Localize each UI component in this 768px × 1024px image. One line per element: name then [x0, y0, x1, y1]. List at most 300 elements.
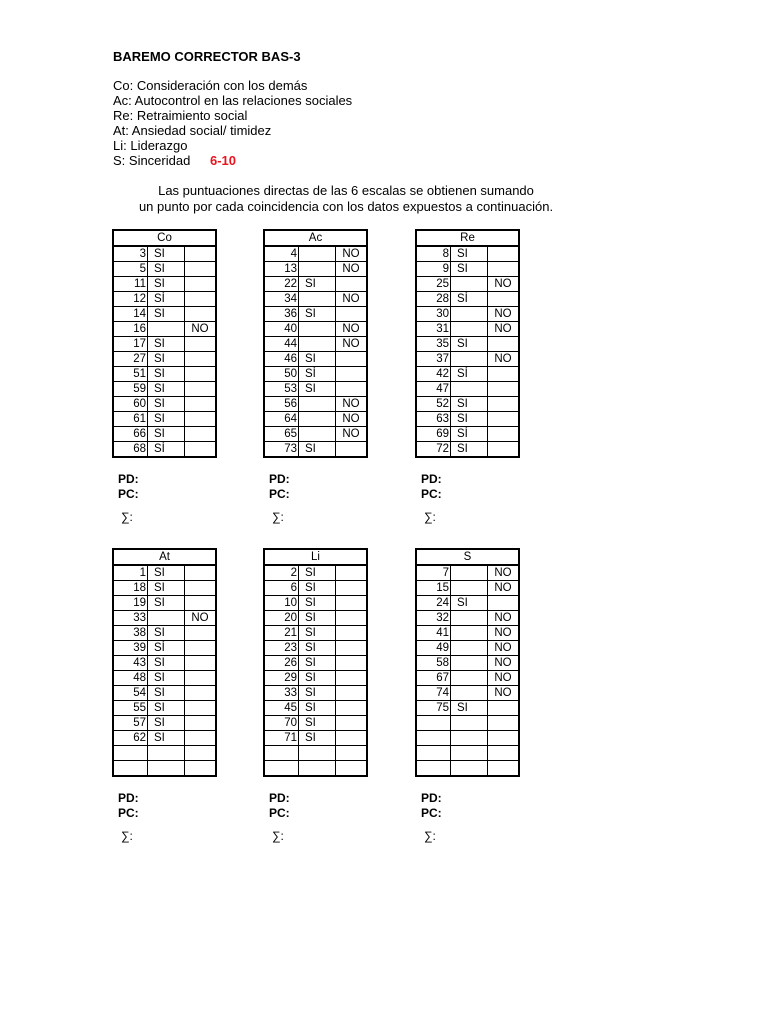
item-number: 12 — [113, 292, 148, 307]
table-row — [113, 322, 216, 337]
yes-cell — [148, 746, 185, 761]
table-row — [113, 686, 216, 701]
table-row — [113, 701, 216, 716]
score-fields-ac — [269, 472, 290, 502]
pc-label: PC: — [118, 487, 139, 501]
item-number: 30 — [416, 307, 451, 322]
pd-label: PD: — [118, 472, 139, 486]
table-row — [113, 397, 216, 412]
no-cell — [185, 292, 217, 307]
item-number — [416, 761, 451, 777]
yes-cell — [299, 262, 336, 277]
no-cell — [488, 716, 520, 731]
score-fields-li — [269, 791, 290, 821]
yes-cell: SI — [148, 277, 185, 292]
item-number — [113, 761, 148, 777]
item-number: 59 — [113, 382, 148, 397]
yes-cell: SÍ — [148, 292, 185, 307]
yes-cell: SI — [148, 656, 185, 671]
no-cell — [336, 731, 368, 746]
yes-cell: SI — [148, 367, 185, 382]
yes-cell: SÍ — [451, 367, 488, 382]
yes-cell — [299, 412, 336, 427]
item-number: 11 — [113, 277, 148, 292]
legend-li: Li: Liderazgo — [113, 138, 188, 153]
yes-cell: SI — [148, 596, 185, 611]
table-row — [264, 427, 367, 442]
no-cell — [488, 246, 520, 262]
no-cell — [336, 686, 368, 701]
table-row — [113, 262, 216, 277]
table-row — [113, 656, 216, 671]
yes-cell: SI — [148, 581, 185, 596]
no-cell — [185, 701, 217, 716]
table-row — [416, 397, 519, 412]
no-cell — [185, 277, 217, 292]
no-cell — [488, 412, 520, 427]
yes-cell: SI — [299, 716, 336, 731]
no-cell: NO — [488, 581, 520, 596]
item-number: 49 — [416, 641, 451, 656]
yes-cell: SI — [451, 412, 488, 427]
yes-cell: SÍ — [148, 641, 185, 656]
yes-cell: SI — [148, 565, 185, 581]
scale-header: At — [113, 549, 216, 565]
sum-label: ∑: — [121, 829, 133, 843]
scale-table-re — [415, 229, 520, 458]
yes-cell — [451, 686, 488, 701]
pc-label: PC: — [421, 487, 442, 501]
no-cell: NO — [336, 397, 368, 412]
no-cell — [185, 307, 217, 322]
item-number: 68 — [113, 442, 148, 458]
no-cell: NO — [336, 292, 368, 307]
no-cell — [336, 761, 368, 777]
no-cell — [488, 397, 520, 412]
no-cell — [488, 337, 520, 352]
item-number: 24 — [416, 596, 451, 611]
yes-cell: SÍ — [451, 292, 488, 307]
table-row — [416, 246, 519, 262]
yes-cell — [299, 397, 336, 412]
item-number: 66 — [113, 427, 148, 442]
no-cell — [488, 701, 520, 716]
no-cell — [336, 352, 368, 367]
table-row — [264, 292, 367, 307]
item-number: 46 — [264, 352, 299, 367]
item-number: 3 — [113, 246, 148, 262]
no-cell — [336, 671, 368, 686]
yes-cell: SI — [148, 671, 185, 686]
yes-cell: SI — [148, 352, 185, 367]
table-row — [416, 596, 519, 611]
item-number: 25 — [416, 277, 451, 292]
intro-line-2: un punto por cada coincidencia con los datos expuestos a continuación. — [138, 199, 554, 214]
item-number: 5 — [113, 262, 148, 277]
sum-label: ∑: — [272, 510, 284, 524]
pc-label: PC: — [269, 806, 290, 820]
yes-cell — [451, 746, 488, 761]
no-cell — [488, 746, 520, 761]
item-number: 17 — [113, 337, 148, 352]
table-row — [113, 671, 216, 686]
no-cell — [336, 382, 368, 397]
yes-cell — [451, 382, 488, 397]
no-cell — [336, 277, 368, 292]
table-row — [264, 761, 367, 777]
no-cell — [488, 761, 520, 777]
table-row — [416, 746, 519, 761]
item-number: 74 — [416, 686, 451, 701]
item-number: 32 — [416, 611, 451, 626]
table-row — [416, 626, 519, 641]
yes-cell: SÍ — [148, 442, 185, 458]
item-number: 16 — [113, 322, 148, 337]
table-row — [416, 731, 519, 746]
legend-re: Re: Retraimiento social — [113, 108, 248, 123]
yes-cell: SI — [299, 442, 336, 458]
no-cell — [488, 427, 520, 442]
no-cell — [336, 746, 368, 761]
table-row — [113, 641, 216, 656]
yes-cell: SI — [299, 352, 336, 367]
yes-cell: SI — [299, 656, 336, 671]
yes-cell — [299, 427, 336, 442]
yes-cell: SI — [148, 626, 185, 641]
no-cell: NO — [488, 611, 520, 626]
table-row — [416, 307, 519, 322]
item-number: 1 — [113, 565, 148, 581]
yes-cell: SI — [299, 641, 336, 656]
score-fields-s — [421, 791, 442, 821]
scale-table-ac — [263, 229, 368, 458]
table-row — [113, 626, 216, 641]
yes-cell: SI — [148, 397, 185, 412]
no-cell — [336, 307, 368, 322]
no-cell — [185, 641, 217, 656]
no-cell — [488, 442, 520, 458]
no-cell: NO — [488, 671, 520, 686]
item-number: 51 — [113, 367, 148, 382]
table-row — [264, 701, 367, 716]
yes-cell: SI — [299, 581, 336, 596]
yes-cell: SI — [148, 307, 185, 322]
no-cell: NO — [185, 611, 217, 626]
pd-label: PD: — [118, 791, 139, 805]
item-number: 21 — [264, 626, 299, 641]
item-number: 27 — [113, 352, 148, 367]
table-row — [264, 731, 367, 746]
item-number: 52 — [416, 397, 451, 412]
intro-text — [113, 183, 579, 215]
table-row — [113, 565, 216, 581]
no-cell — [336, 581, 368, 596]
yes-cell: SI — [299, 671, 336, 686]
item-number: 69 — [416, 427, 451, 442]
no-cell: NO — [488, 565, 520, 581]
item-number: 72 — [416, 442, 451, 458]
scale-header: Re — [416, 230, 519, 246]
no-cell — [185, 412, 217, 427]
no-cell — [336, 656, 368, 671]
pd-label: PD: — [269, 791, 290, 805]
yes-cell — [451, 565, 488, 581]
no-cell — [185, 626, 217, 641]
yes-cell: SI — [148, 716, 185, 731]
no-cell: NO — [488, 352, 520, 367]
scale-table-co — [112, 229, 217, 458]
yes-cell: SI — [451, 596, 488, 611]
table-row — [416, 761, 519, 777]
item-number: 70 — [264, 716, 299, 731]
item-number: 54 — [113, 686, 148, 701]
yes-cell: SI — [148, 262, 185, 277]
table-row — [264, 367, 367, 382]
table-row — [264, 277, 367, 292]
no-cell: NO — [488, 641, 520, 656]
yes-cell — [451, 322, 488, 337]
yes-cell — [148, 322, 185, 337]
table-row — [113, 611, 216, 626]
no-cell — [336, 565, 368, 581]
no-cell: NO — [336, 412, 368, 427]
yes-cell — [451, 761, 488, 777]
no-cell — [185, 246, 217, 262]
table-row — [416, 701, 519, 716]
item-number: 33 — [113, 611, 148, 626]
yes-cell — [148, 611, 185, 626]
item-number: 19 — [113, 596, 148, 611]
table-row — [416, 367, 519, 382]
table-row — [264, 641, 367, 656]
pd-label: PD: — [421, 472, 442, 486]
yes-cell — [299, 746, 336, 761]
no-cell — [185, 382, 217, 397]
item-number: 39 — [113, 641, 148, 656]
document-title: BAREMO CORRECTOR BAS-3 — [113, 49, 301, 64]
item-number: 31 — [416, 322, 451, 337]
table-row — [264, 611, 367, 626]
table-row — [416, 322, 519, 337]
no-cell — [185, 686, 217, 701]
table-row — [113, 746, 216, 761]
scale-header: Co — [113, 230, 216, 246]
item-number: 14 — [113, 307, 148, 322]
no-cell — [488, 596, 520, 611]
sum-label: ∑: — [424, 510, 436, 524]
yes-cell — [451, 626, 488, 641]
scale-table-li — [263, 548, 368, 777]
no-cell — [336, 626, 368, 641]
table-row — [113, 427, 216, 442]
no-cell — [185, 596, 217, 611]
yes-cell — [299, 246, 336, 262]
table-row — [416, 292, 519, 307]
intro-line-1: Las puntuaciones directas de las 6 escalas se obtienen sumando — [158, 183, 534, 198]
yes-cell — [451, 641, 488, 656]
no-cell — [185, 565, 217, 581]
legend-at: At: Ansiedad social/ timidez — [113, 123, 272, 138]
yes-cell: SI — [451, 442, 488, 458]
item-number: 58 — [416, 656, 451, 671]
table-row — [416, 656, 519, 671]
item-number: 67 — [416, 671, 451, 686]
yes-cell: SI — [148, 701, 185, 716]
scale-header: Ac — [264, 230, 367, 246]
item-number: 62 — [113, 731, 148, 746]
item-number: 20 — [264, 611, 299, 626]
table-row — [264, 337, 367, 352]
item-number: 23 — [264, 641, 299, 656]
yes-cell: SI — [148, 337, 185, 352]
yes-cell: SÍ — [299, 367, 336, 382]
table-row — [416, 442, 519, 458]
no-cell — [185, 746, 217, 761]
item-number: 42 — [416, 367, 451, 382]
item-number: 7 — [416, 565, 451, 581]
yes-cell: SI — [451, 246, 488, 262]
no-cell — [336, 442, 368, 458]
legend-s: S: Sinceridad — [113, 153, 191, 168]
no-cell — [488, 292, 520, 307]
table-row — [416, 277, 519, 292]
table-row — [416, 581, 519, 596]
item-number — [264, 761, 299, 777]
item-number: 64 — [264, 412, 299, 427]
no-cell — [185, 671, 217, 686]
item-number: 53 — [264, 382, 299, 397]
scale-table-at — [112, 548, 217, 777]
item-number — [113, 746, 148, 761]
table-row — [113, 307, 216, 322]
item-number: 8 — [416, 246, 451, 262]
yes-cell: SI — [148, 731, 185, 746]
yes-cell: SI — [148, 427, 185, 442]
yes-cell — [299, 761, 336, 777]
item-number: 75 — [416, 701, 451, 716]
table-row — [416, 337, 519, 352]
item-number: 57 — [113, 716, 148, 731]
item-number: 73 — [264, 442, 299, 458]
yes-cell: SI — [299, 565, 336, 581]
no-cell — [185, 716, 217, 731]
yes-cell: SI — [451, 397, 488, 412]
no-cell — [185, 761, 217, 777]
no-cell — [488, 731, 520, 746]
legend-co: Co: Consideración con los demás — [113, 78, 308, 93]
no-cell — [488, 367, 520, 382]
no-cell — [488, 262, 520, 277]
yes-cell — [451, 611, 488, 626]
table-row — [113, 292, 216, 307]
no-cell: NO — [488, 277, 520, 292]
no-cell: NO — [488, 626, 520, 641]
item-number — [416, 731, 451, 746]
table-row — [416, 611, 519, 626]
item-number: 15 — [416, 581, 451, 596]
sum-label: ∑: — [272, 829, 284, 843]
item-number: 71 — [264, 731, 299, 746]
score-fields-co — [118, 472, 139, 502]
yes-cell: SI — [299, 382, 336, 397]
item-number: 61 — [113, 412, 148, 427]
item-number: 6 — [264, 581, 299, 596]
table-row — [264, 716, 367, 731]
pc-label: PC: — [269, 487, 290, 501]
no-cell — [185, 442, 217, 458]
item-number: 45 — [264, 701, 299, 716]
pd-label: PD: — [421, 791, 442, 805]
item-number: 56 — [264, 397, 299, 412]
yes-cell — [451, 581, 488, 596]
table-row — [113, 716, 216, 731]
yes-cell: SI — [299, 731, 336, 746]
item-number: 38 — [113, 626, 148, 641]
yes-cell: SI — [299, 611, 336, 626]
no-cell: NO — [336, 262, 368, 277]
table-row — [264, 322, 367, 337]
table-row — [264, 671, 367, 686]
item-number: 22 — [264, 277, 299, 292]
table-row — [264, 307, 367, 322]
no-cell: NO — [488, 686, 520, 701]
item-number: 43 — [113, 656, 148, 671]
no-cell: NO — [336, 427, 368, 442]
sum-label: ∑: — [424, 829, 436, 843]
yes-cell: SI — [451, 262, 488, 277]
no-cell — [488, 382, 520, 397]
table-row — [264, 262, 367, 277]
no-cell — [185, 367, 217, 382]
no-cell — [185, 397, 217, 412]
no-cell — [185, 427, 217, 442]
yes-cell: SI — [299, 626, 336, 641]
item-number: 47 — [416, 382, 451, 397]
yes-cell — [451, 307, 488, 322]
pc-label: PC: — [421, 806, 442, 820]
table-row — [113, 442, 216, 458]
score-fields-at — [118, 791, 139, 821]
table-row — [264, 442, 367, 458]
yes-cell: SI — [299, 701, 336, 716]
table-row — [264, 246, 367, 262]
table-row — [264, 656, 367, 671]
item-number: 48 — [113, 671, 148, 686]
table-row — [264, 596, 367, 611]
table-row — [416, 686, 519, 701]
yes-cell: SI — [451, 701, 488, 716]
table-row — [264, 581, 367, 596]
item-number: 65 — [264, 427, 299, 442]
table-row — [264, 746, 367, 761]
item-number: 50 — [264, 367, 299, 382]
table-row — [113, 731, 216, 746]
yes-cell — [148, 761, 185, 777]
table-row — [113, 277, 216, 292]
table-row — [113, 246, 216, 262]
yes-cell: SÍ — [451, 427, 488, 442]
yes-cell — [451, 277, 488, 292]
no-cell — [185, 337, 217, 352]
item-number: 35 — [416, 337, 451, 352]
table-row — [416, 716, 519, 731]
sum-label: ∑: — [121, 510, 133, 524]
item-number: 29 — [264, 671, 299, 686]
table-row — [416, 262, 519, 277]
table-row — [264, 626, 367, 641]
item-number: 9 — [416, 262, 451, 277]
item-number: 63 — [416, 412, 451, 427]
